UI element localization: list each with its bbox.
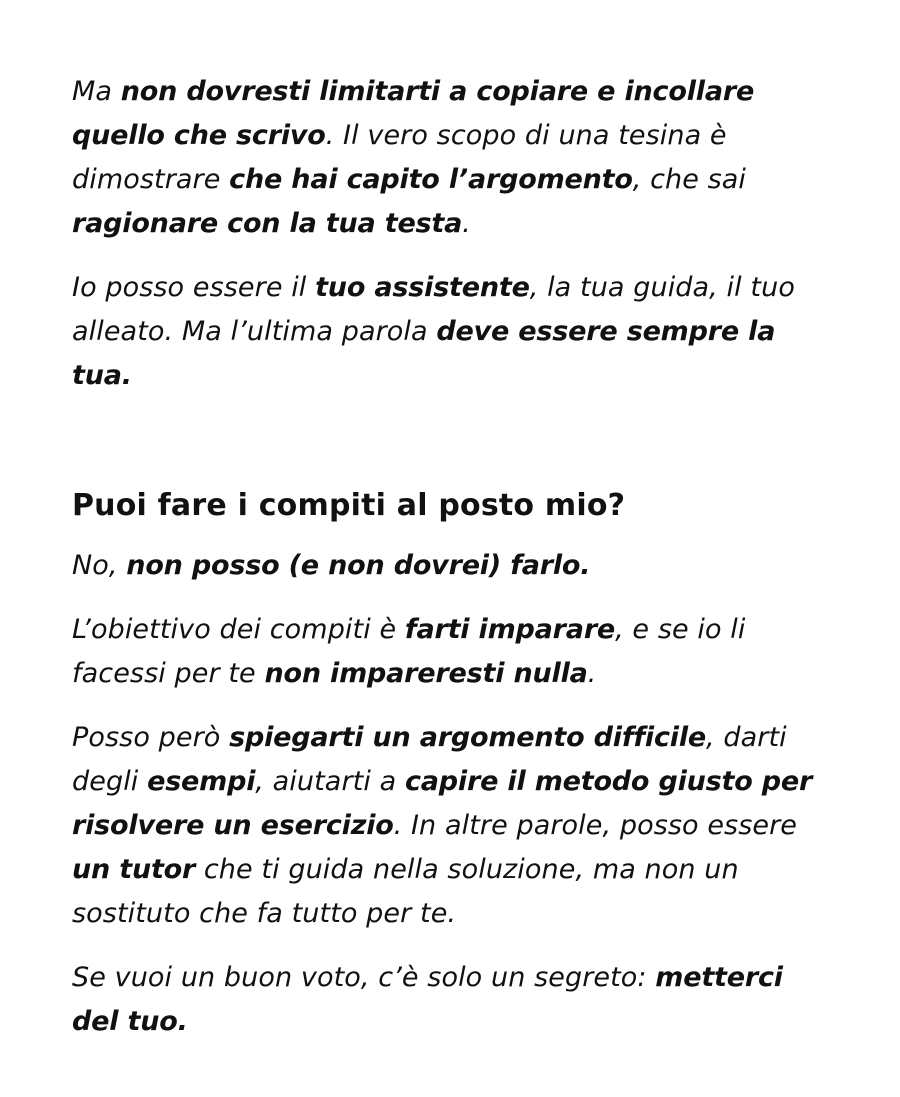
paragraph (72, 956, 832, 1044)
text-run: . (587, 658, 597, 689)
paragraph (72, 716, 832, 936)
emphasized-text: metterci del tuo. (72, 962, 783, 1037)
emphasized-text: non impareresti nulla (264, 658, 588, 689)
emphasized-text: un tutor (72, 854, 196, 885)
paragraph (72, 266, 832, 398)
section-intro (72, 70, 832, 398)
text-run: No, (72, 550, 127, 581)
text-run: , la tua guida, il tuo alleato. Ma l’ultima parola (72, 272, 795, 347)
text-run: . In altre parole, posso essere (393, 810, 798, 841)
text-run: Se vuoi un buon voto, c’è solo un segreto: (72, 962, 656, 993)
section-heading: Puoi fare i compiti al posto mio? (72, 488, 626, 523)
text-run: , aiutarti a (255, 766, 405, 797)
emphasized-text: che hai capito l’argomento (229, 164, 633, 195)
text-run: Posso però (72, 722, 230, 753)
text-run: Ma (72, 76, 121, 107)
emphasized-text: esempi (147, 766, 256, 797)
text-run: , darti degli (72, 722, 787, 797)
paragraph (72, 608, 832, 696)
section-gap (72, 418, 832, 484)
emphasized-text: deve essere sempre la tua. (72, 316, 776, 391)
text-run: , e se io li facessi per te (72, 614, 746, 689)
text-run: . (462, 208, 471, 239)
emphasized-text: farti imparare (404, 614, 616, 645)
paragraph (72, 544, 832, 588)
text-run: Io posso essere il (72, 272, 316, 303)
text-run: L’obiettivo dei compiti è (72, 614, 405, 645)
emphasized-text: capire il metodo giusto per risolvere un esercizio (72, 766, 813, 841)
emphasized-text: non dovresti limitarti a copiare e incollare quello che scrivo (72, 76, 755, 151)
section-faq-homework (72, 484, 832, 1044)
text-run: che ti guida nella soluzione, ma non un sostituto che fa tutto per te. (72, 854, 739, 929)
emphasized-text: non posso (e non dovrei) farlo. (126, 550, 591, 581)
text-run: , che sai (632, 164, 747, 195)
emphasized-text: ragionare con la tua testa (72, 208, 463, 239)
document-page (72, 70, 832, 1064)
text-run: . Il vero scopo di una tesina è dimostrare (72, 120, 727, 195)
paragraph (72, 70, 832, 246)
emphasized-text: spiegarti un argomento difficile (229, 722, 707, 753)
emphasized-text: tuo assistente (315, 272, 530, 303)
